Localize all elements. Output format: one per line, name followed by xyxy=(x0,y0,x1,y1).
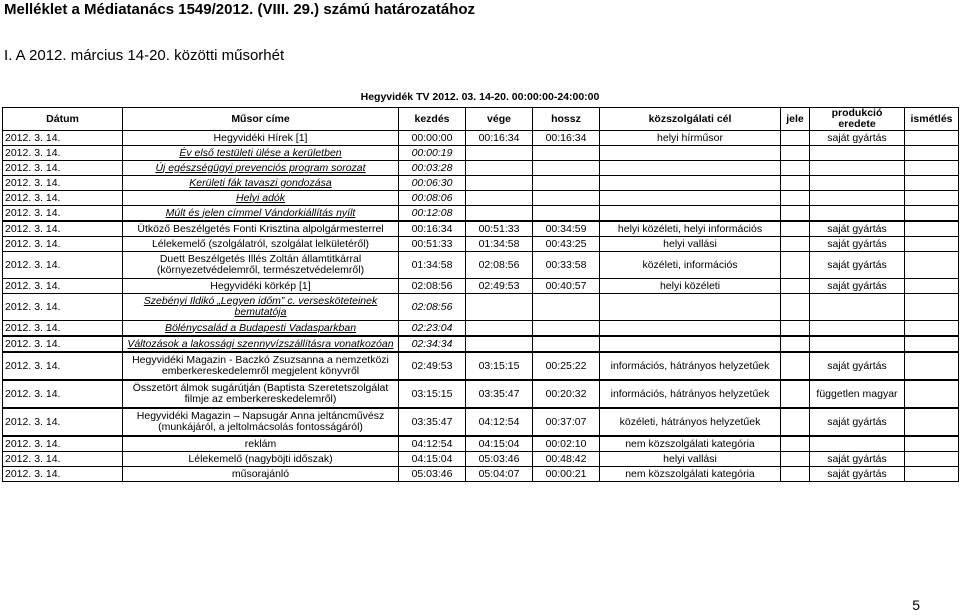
table-cell: 00:06:30 xyxy=(399,176,466,191)
table-cell xyxy=(781,452,810,467)
table-cell: 2012. 3. 14. xyxy=(3,221,123,237)
table-cell xyxy=(905,191,959,206)
table-row xyxy=(3,467,959,482)
table-cell xyxy=(781,176,810,191)
table-cell xyxy=(781,352,810,380)
table-cell: 05:04:07 xyxy=(466,467,533,482)
table-cell xyxy=(781,131,810,146)
table-cell xyxy=(533,176,600,191)
table-cell xyxy=(600,146,781,161)
table-cell xyxy=(810,191,905,206)
table-cell: 00:00:19 xyxy=(399,146,466,161)
table-cell: 2012. 3. 14. xyxy=(3,146,123,161)
table-row xyxy=(3,380,959,408)
table-cell: műsorajánló xyxy=(123,467,399,482)
table-cell xyxy=(905,279,959,294)
header-cell: produkció eredete xyxy=(810,108,905,131)
table-cell: 02:49:53 xyxy=(399,352,466,380)
table-cell: 2012. 3. 14. xyxy=(3,279,123,294)
table-cell: Hegyvidéki Magazin - Baczkó Zsuzsanna a nemzetközi emberkereskedelemről megjelent könyvről xyxy=(123,352,399,380)
table-cell: helyi közéleti xyxy=(600,279,781,294)
header-cell: jele xyxy=(781,108,810,131)
table-cell xyxy=(810,176,905,191)
table-cell: Hegyvidéki Hírek [1] xyxy=(123,131,399,146)
table-cell xyxy=(466,294,533,321)
table-row xyxy=(3,131,959,146)
table-cell: saját gyártás xyxy=(810,467,905,482)
table-cell xyxy=(533,146,600,161)
table-cell xyxy=(600,176,781,191)
table-cell: saját gyártás xyxy=(810,221,905,237)
table-cell xyxy=(905,294,959,321)
table-cell: 01:34:58 xyxy=(399,252,466,279)
table-cell xyxy=(905,467,959,482)
table-cell: helyi közéleti, helyi információs xyxy=(600,221,781,237)
table-cell: 02:49:53 xyxy=(466,279,533,294)
table-body xyxy=(3,131,959,482)
table-cell xyxy=(810,146,905,161)
table-cell: 02:08:56 xyxy=(399,294,466,321)
table-cell xyxy=(905,176,959,191)
table-cell: Hegyvidéki Magazin – Napsugár Anna jeltáncművész (munkájáról, a jeltolmácsolás fontosságáról) xyxy=(123,408,399,436)
table-cell: 00:03:28 xyxy=(399,161,466,176)
table-cell xyxy=(781,237,810,252)
table-cell: 2012. 3. 14. xyxy=(3,408,123,436)
table-row xyxy=(3,321,959,337)
table-cell: 02:23:04 xyxy=(399,321,466,337)
table-cell xyxy=(781,221,810,237)
table-cell xyxy=(905,436,959,452)
table-cell xyxy=(781,206,810,222)
table-cell: 03:15:15 xyxy=(399,380,466,408)
table-cell xyxy=(905,131,959,146)
table-cell: 02:34:34 xyxy=(399,336,466,352)
table-cell: 2012. 3. 14. xyxy=(3,252,123,279)
header-cell: ismétlés xyxy=(905,108,959,131)
table-cell: 00:12:08 xyxy=(399,206,466,222)
table-cell xyxy=(781,321,810,337)
table-cell: 00:40:57 xyxy=(533,279,600,294)
table-cell: 2012. 3. 14. xyxy=(3,206,123,222)
table-cell xyxy=(781,294,810,321)
table-cell: 00:08:06 xyxy=(399,191,466,206)
table-cell: Duett Beszélgetés Illés Zoltán államtitkárral (környezetvédelemről, természetvédelemről) xyxy=(123,252,399,279)
table-cell: 03:15:15 xyxy=(466,352,533,380)
table-cell xyxy=(905,146,959,161)
table-cell xyxy=(905,252,959,279)
table-row xyxy=(3,191,959,206)
table-cell: Múlt és jelen címmel Vándorkiállítás nyílt xyxy=(123,206,399,222)
table-row xyxy=(3,352,959,380)
table-cell xyxy=(466,146,533,161)
table-row xyxy=(3,408,959,436)
table-cell: Hegyvidéki körkép [1] xyxy=(123,279,399,294)
table-cell: független magyar xyxy=(810,380,905,408)
table-cell xyxy=(905,408,959,436)
table-cell: 2012. 3. 14. xyxy=(3,191,123,206)
table-cell: 2012. 3. 14. xyxy=(3,237,123,252)
table-cell xyxy=(533,336,600,352)
table-cell: 00:02:10 xyxy=(533,436,600,452)
table-cell: Év első testületi ülése a kerületben xyxy=(123,146,399,161)
table-cell: Helyi adók xyxy=(123,191,399,206)
table-cell: 00:51:33 xyxy=(466,221,533,237)
header-cell: Műsor címe xyxy=(123,108,399,131)
table-cell xyxy=(781,252,810,279)
document-title: Melléklet a Médiatanács 1549/2012. (VIII. 29.) számú határozatához xyxy=(4,1,476,18)
table-cell: Szebényi Ildikó „Legyen időm” c. versesköteteinek bemutatója xyxy=(123,294,399,321)
table-cell xyxy=(905,452,959,467)
table-cell: 2012. 3. 14. xyxy=(3,131,123,146)
table-cell: saját gyártás xyxy=(810,252,905,279)
table-cell: 04:12:54 xyxy=(466,408,533,436)
table-cell: 00:48:42 xyxy=(533,452,600,467)
table-cell: 2012. 3. 14. xyxy=(3,176,123,191)
table-cell: nem közszolgálati kategória xyxy=(600,467,781,482)
table-cell xyxy=(810,206,905,222)
table-cell: 2012. 3. 14. xyxy=(3,161,123,176)
table-cell: 00:33:58 xyxy=(533,252,600,279)
table-cell: 00:20:32 xyxy=(533,380,600,408)
table-cell xyxy=(781,146,810,161)
table-cell xyxy=(533,191,600,206)
table-cell xyxy=(905,336,959,352)
table-cell: helyi vallási xyxy=(600,452,781,467)
table-cell: saját gyártás xyxy=(810,408,905,436)
table-cell: Ütköző Beszélgetés Fonti Krisztina alpolgármesterrel xyxy=(123,221,399,237)
header-cell: hossz xyxy=(533,108,600,131)
table-cell xyxy=(533,321,600,337)
table-cell: 02:08:56 xyxy=(466,252,533,279)
page-number: 5 xyxy=(912,597,920,613)
table-cell: saját gyártás xyxy=(810,279,905,294)
table-cell: 00:43:25 xyxy=(533,237,600,252)
table-cell: Új egészségügyi prevenciós program sorozat xyxy=(123,161,399,176)
table-row xyxy=(3,221,959,237)
table-cell: 03:35:47 xyxy=(466,380,533,408)
table-cell: 04:15:04 xyxy=(399,452,466,467)
table-cell: 02:08:56 xyxy=(399,279,466,294)
table-row xyxy=(3,176,959,191)
document-subtitle: I. A 2012. március 14-20. közötti műsorhét xyxy=(4,47,285,64)
table-cell xyxy=(600,294,781,321)
table-cell xyxy=(781,467,810,482)
table-cell: 2012. 3. 14. xyxy=(3,452,123,467)
table-cell: közéleti, információs xyxy=(600,252,781,279)
table-cell: 2012. 3. 14. xyxy=(3,467,123,482)
table-cell xyxy=(466,321,533,337)
table-cell: 05:03:46 xyxy=(399,467,466,482)
table-cell: 00:25:22 xyxy=(533,352,600,380)
table-cell: 2012. 3. 14. xyxy=(3,436,123,452)
table-cell: 04:12:54 xyxy=(399,436,466,452)
table-cell: saját gyártás xyxy=(810,452,905,467)
table-cell xyxy=(600,336,781,352)
header-cell: Dátum xyxy=(3,108,123,131)
table-cell xyxy=(810,336,905,352)
table-cell: saját gyártás xyxy=(810,131,905,146)
table-cell: Lélekemelő (nagyböjti időszak) xyxy=(123,452,399,467)
table-cell xyxy=(533,294,600,321)
table-cell xyxy=(810,321,905,337)
table-cell: 00:51:33 xyxy=(399,237,466,252)
table-cell xyxy=(781,161,810,176)
table-row xyxy=(3,436,959,452)
table-cell xyxy=(781,436,810,452)
table-cell xyxy=(905,206,959,222)
table-cell: Lélekemelő (szolgálatról, szolgálat lelkületéről) xyxy=(123,237,399,252)
table-cell: 00:16:34 xyxy=(533,131,600,146)
table-row xyxy=(3,294,959,321)
table-row xyxy=(3,336,959,352)
table-cell xyxy=(781,191,810,206)
table-header-row xyxy=(3,108,959,131)
table-cell: 00:00:21 xyxy=(533,467,600,482)
table-cell: Változások a lakossági szennyvízszállításra vonatkozóan xyxy=(123,336,399,352)
table-cell xyxy=(600,206,781,222)
table-cell xyxy=(810,294,905,321)
table-cell: Bölénycsalád a Budapesti Vadasparkban xyxy=(123,321,399,337)
channel-line: Hegyvidék TV 2012. 03. 14-20. 00:00:00-24:00:00 xyxy=(360,91,600,103)
table-cell: 00:34:59 xyxy=(533,221,600,237)
table-cell: információs, hátrányos helyzetűek xyxy=(600,380,781,408)
table-cell: 2012. 3. 14. xyxy=(3,294,123,321)
table-cell: 03:35:47 xyxy=(399,408,466,436)
header-cell: közszolgálati cél xyxy=(600,108,781,131)
table-cell: Összetört álmok sugárútján (Baptista Szeretetszolgálat filmje az emberkereskedelemről) xyxy=(123,380,399,408)
table-cell xyxy=(466,191,533,206)
table-cell: nem közszolgálati kategória xyxy=(600,436,781,452)
header-cell: vége xyxy=(466,108,533,131)
table-cell xyxy=(533,206,600,222)
table-cell xyxy=(781,279,810,294)
table-cell xyxy=(810,436,905,452)
table-cell xyxy=(600,321,781,337)
table-cell xyxy=(905,321,959,337)
table-cell xyxy=(600,191,781,206)
table-cell: 00:00:00 xyxy=(399,131,466,146)
table-cell xyxy=(905,380,959,408)
table-cell xyxy=(466,161,533,176)
table-cell xyxy=(905,237,959,252)
table-row xyxy=(3,237,959,252)
table-cell xyxy=(466,336,533,352)
table-row xyxy=(3,279,959,294)
table-cell xyxy=(533,161,600,176)
table-cell xyxy=(810,161,905,176)
table-cell xyxy=(466,176,533,191)
table-cell: 2012. 3. 14. xyxy=(3,352,123,380)
program-table xyxy=(2,107,959,482)
table-cell: 2012. 3. 14. xyxy=(3,321,123,337)
table-cell xyxy=(905,352,959,380)
table-cell: reklám xyxy=(123,436,399,452)
table-cell: Kerületi fák tavaszi gondozása xyxy=(123,176,399,191)
table-cell: 04:15:04 xyxy=(466,436,533,452)
table-cell xyxy=(781,380,810,408)
table-row xyxy=(3,146,959,161)
table-cell: 2012. 3. 14. xyxy=(3,336,123,352)
table-cell xyxy=(905,221,959,237)
table-row xyxy=(3,452,959,467)
table-cell xyxy=(781,336,810,352)
table-row xyxy=(3,161,959,176)
table-cell: 00:37:07 xyxy=(533,408,600,436)
table-row xyxy=(3,252,959,279)
table-cell xyxy=(600,161,781,176)
table-row xyxy=(3,206,959,222)
table-cell: 2012. 3. 14. xyxy=(3,380,123,408)
table-cell: 00:16:34 xyxy=(466,131,533,146)
table-cell: információs, hátrányos helyzetűek xyxy=(600,352,781,380)
table-cell: közéleti, hátrányos helyzetűek xyxy=(600,408,781,436)
table-cell: helyi vallási xyxy=(600,237,781,252)
header-cell: kezdés xyxy=(399,108,466,131)
table-cell: saját gyártás xyxy=(810,352,905,380)
table-cell xyxy=(781,408,810,436)
table-cell: 05:03:46 xyxy=(466,452,533,467)
table-cell xyxy=(905,161,959,176)
table-cell: 00:16:34 xyxy=(399,221,466,237)
table-cell: saját gyártás xyxy=(810,237,905,252)
table-cell: helyi hírműsor xyxy=(600,131,781,146)
table-cell xyxy=(466,206,533,222)
table-cell: 01:34:58 xyxy=(466,237,533,252)
